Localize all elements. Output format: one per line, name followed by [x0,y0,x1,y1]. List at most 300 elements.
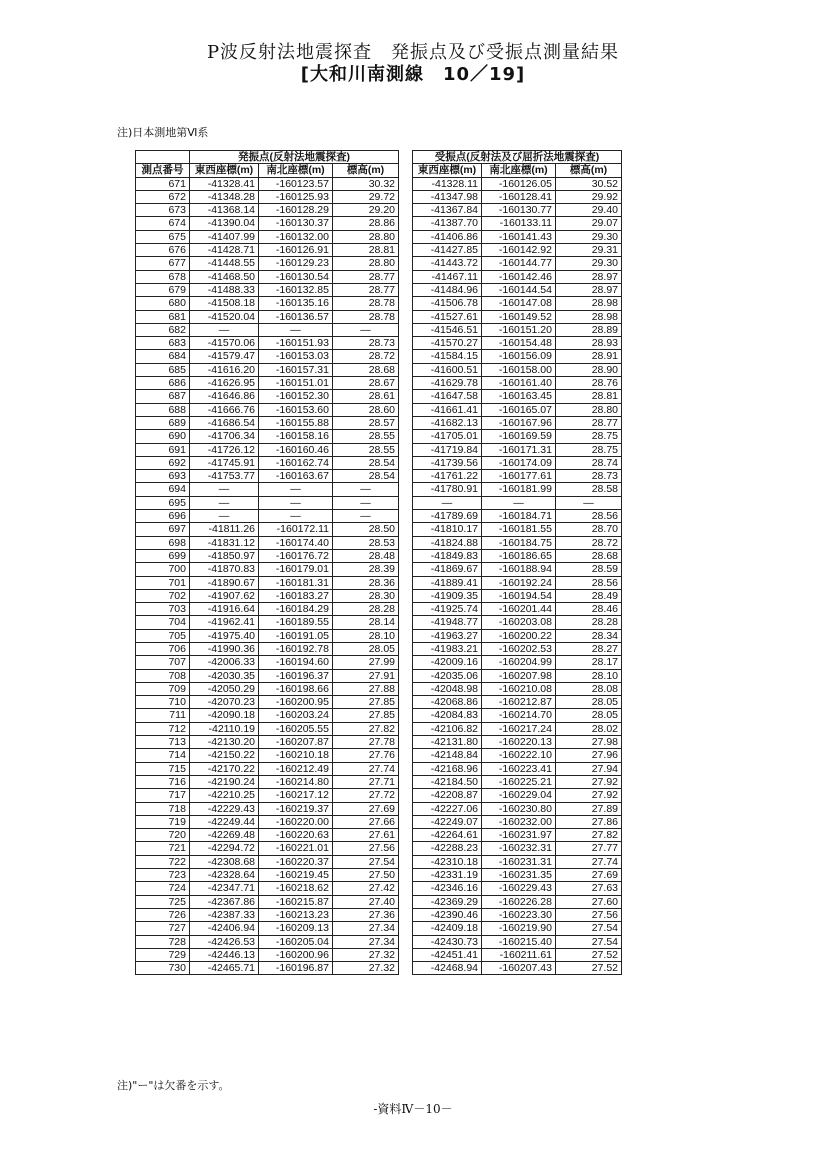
column-gap [399,549,413,562]
column-gap [399,722,413,735]
receiver-northing-cell: -160231.97 [482,829,556,842]
receiver-easting-cell: -41427.85 [413,244,482,257]
table-row [136,948,622,961]
source-elevation-cell: 27.76 [333,749,399,762]
receiver-elevation-cell: 28.68 [556,549,622,562]
source-easting-cell: — [190,323,259,336]
receiver-easting-cell: -42048.98 [413,682,482,695]
receiver-northing-cell: -160210.08 [482,682,556,695]
source-northing-cell: -160136.57 [259,310,333,323]
source-easting-header: 東西座標(m) [190,164,259,177]
receiver-northing-cell: -160215.40 [482,935,556,948]
receiver-elevation-cell: 27.94 [556,762,622,775]
receiver-easting-cell: -41647.58 [413,390,482,403]
receiver-northing-cell: -160220.13 [482,736,556,749]
source-elevation-cell: 27.32 [333,962,399,975]
receiver-easting-cell: -42468.94 [413,962,482,975]
receiver-easting-cell: -41527.61 [413,310,482,323]
source-easting-cell: -41488.33 [190,283,259,296]
table-row [136,789,622,802]
source-easting-cell: -41870.83 [190,563,259,576]
source-northing-cell: -160210.18 [259,749,333,762]
column-gap [399,948,413,961]
source-northing-cell: -160135.16 [259,297,333,310]
receiver-easting-cell: -41367.84 [413,204,482,217]
receiver-elevation-cell: 28.46 [556,603,622,616]
source-elevation-cell: 28.68 [333,363,399,376]
source-northing-cell: -160198.66 [259,682,333,695]
source-easting-cell: -41753.77 [190,470,259,483]
column-gap [399,576,413,589]
source-easting-cell: -42070.23 [190,696,259,709]
receiver-easting-cell: -41780.91 [413,483,482,496]
page-number: -資料Ⅳ－10－ [373,1102,453,1116]
source-northing-cell: -160162.74 [259,456,333,469]
station-number-cell: 683 [136,337,190,350]
column-gap [399,496,413,509]
table-row [136,563,622,576]
receiver-elevation-cell: 28.97 [556,270,622,283]
column-gap [399,629,413,642]
source-easting-cell: -41646.86 [190,390,259,403]
source-elevation-cell: 27.32 [333,948,399,961]
receiver-northing-cell: -160154.48 [482,337,556,350]
receiver-northing-cell: -160156.09 [482,350,556,363]
receiver-northing-cell: -160184.71 [482,510,556,523]
receiver-elevation-cell: 29.30 [556,230,622,243]
receiver-northing-cell: -160144.77 [482,257,556,270]
table-row [136,855,622,868]
receiver-easting-cell: -41347.98 [413,190,482,203]
station-number-cell: 680 [136,297,190,310]
receiver-easting-cell: -41467.11 [413,270,482,283]
station-number-cell: 671 [136,177,190,190]
source-elevation-cell: 28.28 [333,603,399,616]
source-northing-cell: -160151.93 [259,337,333,350]
station-number-cell: 706 [136,642,190,655]
receiver-northing-cell: -160207.98 [482,669,556,682]
source-elevation-cell: 28.57 [333,416,399,429]
receiver-elevation-cell: 27.98 [556,736,622,749]
station-number-cell: 705 [136,629,190,642]
source-easting-cell: -41990.36 [190,642,259,655]
source-northing-cell: -160160.46 [259,443,333,456]
table-group-header-row [136,151,622,164]
receiver-northing-cell: -160181.99 [482,483,556,496]
column-gap [399,775,413,788]
receiver-elevation-cell: 28.81 [556,390,622,403]
receiver-elevation-cell: 28.72 [556,536,622,549]
column-gap [399,642,413,655]
receiver-easting-cell: -42168.96 [413,762,482,775]
station-number-cell: 693 [136,470,190,483]
source-easting-cell: -41811.26 [190,523,259,536]
column-gap [399,656,413,669]
receiver-northing-cell: -160158.00 [482,363,556,376]
table-row [136,204,622,217]
table-row [136,510,622,523]
table-row [136,230,622,243]
source-northing-cell: — [259,496,333,509]
source-northing-cell: -160207.87 [259,736,333,749]
receiver-northing-cell: -160201.44 [482,603,556,616]
column-gap [399,669,413,682]
source-northing-cell: -160192.78 [259,642,333,655]
column-gap [399,563,413,576]
station-number-cell: 698 [136,536,190,549]
receiver-easting-cell: -42184.50 [413,775,482,788]
receiver-easting-cell: -42451.41 [413,948,482,961]
table-row [136,549,622,562]
source-easting-cell: -42190.24 [190,775,259,788]
source-northing-cell: -160205.55 [259,722,333,735]
table-row [136,470,622,483]
receiver-northing-cell: -160204.99 [482,656,556,669]
receiver-northing-cell: -160144.54 [482,283,556,296]
table-row [136,802,622,815]
station-number-cell: 714 [136,749,190,762]
table-row [136,762,622,775]
table-row [136,350,622,363]
station-number-cell: 717 [136,789,190,802]
source-elevation-cell: 30.32 [333,177,399,190]
station-number-cell: 726 [136,908,190,921]
receiver-elevation-cell: 28.89 [556,323,622,336]
receiver-elevation-cell: 28.56 [556,576,622,589]
column-gap [399,297,413,310]
source-easting-cell: -41368.14 [190,204,259,217]
blank-header-cell [136,151,190,164]
table-row [136,283,622,296]
source-elevation-cell: 28.30 [333,589,399,602]
source-northing-cell: -160152.30 [259,390,333,403]
station-number-cell: 703 [136,603,190,616]
receiver-northing-header: 南北座標(m) [482,164,556,177]
document-title: P波反射法地震探査 発振点及び受振点測量結果 [206,42,620,63]
column-gap [399,217,413,230]
receiver-elevation-cell: 27.82 [556,829,622,842]
receiver-elevation-cell: 27.52 [556,948,622,961]
receiver-easting-cell: -41546.51 [413,323,482,336]
source-elevation-header: 標高(m) [333,164,399,177]
source-northing-cell: -160151.01 [259,377,333,390]
column-gap [399,337,413,350]
receiver-easting-cell: -41983.21 [413,642,482,655]
column-gap [399,829,413,842]
source-elevation-cell: 27.36 [333,908,399,921]
column-gap [399,749,413,762]
source-elevation-cell: 28.54 [333,456,399,469]
source-northing-cell: -160183.27 [259,589,333,602]
source-northing-cell: -160158.16 [259,430,333,443]
receiver-elevation-cell: — [556,496,622,509]
source-elevation-cell: 27.40 [333,895,399,908]
receiver-northing-cell: -160223.30 [482,908,556,921]
source-northing-cell: -160184.29 [259,603,333,616]
column-gap [399,456,413,469]
source-elevation-cell: 27.99 [333,656,399,669]
receiver-northing-cell: -160161.40 [482,377,556,390]
receiver-easting-cell: -42068.86 [413,696,482,709]
source-easting-cell: -41831.12 [190,536,259,549]
receiver-easting-cell: -42369.29 [413,895,482,908]
column-gap [399,736,413,749]
station-number-cell: 716 [136,775,190,788]
receiver-northing-cell: -160219.90 [482,922,556,935]
source-northing-cell: -160181.31 [259,576,333,589]
receiver-northing-cell: -160231.31 [482,855,556,868]
station-number-cell: 696 [136,510,190,523]
station-number-cell: 691 [136,443,190,456]
table-row [136,656,622,669]
station-number-cell: 727 [136,922,190,935]
station-number-cell: 719 [136,815,190,828]
column-gap [399,696,413,709]
source-easting-cell: -41508.18 [190,297,259,310]
source-northing-cell: -160212.49 [259,762,333,775]
source-northing-cell: -160219.37 [259,802,333,815]
receiver-elevation-cell: 29.31 [556,244,622,257]
receiver-northing-cell: -160177.61 [482,470,556,483]
table-row [136,270,622,283]
table-row [136,523,622,536]
station-number-cell: 684 [136,350,190,363]
source-easting-cell: -41448.55 [190,257,259,270]
receiver-elevation-cell: 28.59 [556,563,622,576]
column-gap [399,323,413,336]
table-row [136,244,622,257]
receiver-elevation-cell: 27.69 [556,869,622,882]
source-elevation-cell: — [333,510,399,523]
receiver-elevation-header: 標高(m) [556,164,622,177]
column-gap [399,882,413,895]
receiver-easting-cell: -41600.51 [413,363,482,376]
receiver-elevation-cell: 28.90 [556,363,622,376]
receiver-elevation-cell: 27.77 [556,842,622,855]
station-number-cell: 699 [136,549,190,562]
receiver-easting-cell: -42009.16 [413,656,482,669]
source-elevation-cell: 28.05 [333,642,399,655]
column-gap [399,310,413,323]
source-easting-cell: -42406.94 [190,922,259,935]
source-elevation-cell: 28.67 [333,377,399,390]
source-easting-cell: -41570.06 [190,337,259,350]
column-gap [399,922,413,935]
receiver-easting-cell: -41661.41 [413,403,482,416]
column-gap [399,363,413,376]
station-number-cell: 677 [136,257,190,270]
receiver-northing-cell: -160207.43 [482,962,556,975]
column-gap [399,483,413,496]
receiver-easting-cell: -42264.61 [413,829,482,842]
source-easting-cell: -42387.33 [190,908,259,921]
receiver-northing-cell: -160229.43 [482,882,556,895]
source-northing-cell: -160194.60 [259,656,333,669]
column-gap [399,350,413,363]
station-number-cell: 709 [136,682,190,695]
source-elevation-cell: 28.80 [333,230,399,243]
station-number-cell: 678 [136,270,190,283]
receiver-northing-cell: -160142.92 [482,244,556,257]
receiver-elevation-cell: 30.52 [556,177,622,190]
station-number-cell: 700 [136,563,190,576]
source-northing-cell: -160123.57 [259,177,333,190]
receiver-northing-cell: -160141.43 [482,230,556,243]
source-elevation-cell: 28.77 [333,270,399,283]
table-column-header-row [136,164,622,177]
table-row [136,736,622,749]
source-easting-cell: -41686.54 [190,416,259,429]
column-gap [399,204,413,217]
source-elevation-cell: 28.10 [333,629,399,642]
source-easting-cell: -42249.44 [190,815,259,828]
receiver-northing-cell: -160214.70 [482,709,556,722]
source-northing-cell: -160214.80 [259,775,333,788]
table-row [136,257,622,270]
receiver-elevation-cell: 27.74 [556,855,622,868]
table-row [136,403,622,416]
station-number-cell: 675 [136,230,190,243]
source-easting-cell: -42446.13 [190,948,259,961]
source-elevation-cell: 28.86 [333,217,399,230]
source-northing-cell: -160213.23 [259,908,333,921]
receiver-easting-cell: -42288.23 [413,842,482,855]
receiver-northing-cell: -160165.07 [482,403,556,416]
receiver-northing-cell: -160171.31 [482,443,556,456]
receiver-elevation-cell: 29.07 [556,217,622,230]
station-number-cell: 704 [136,616,190,629]
receiver-elevation-cell: 27.96 [556,749,622,762]
table-row [136,190,622,203]
station-number-cell: 697 [136,523,190,536]
source-point-group-header: 発振点(反射法地震探査) [190,151,399,164]
receiver-easting-cell: -41761.22 [413,470,482,483]
source-elevation-cell: 27.56 [333,842,399,855]
table-row [136,829,622,842]
source-elevation-cell: 28.14 [333,616,399,629]
receiver-northing-cell: -160212.87 [482,696,556,709]
table-row [136,922,622,935]
receiver-elevation-cell: 28.98 [556,310,622,323]
column-gap [399,230,413,243]
source-northing-cell: -160196.37 [259,669,333,682]
source-elevation-cell: 28.78 [333,310,399,323]
source-northing-cell: -160203.24 [259,709,333,722]
column-gap [399,908,413,921]
table-row [136,217,622,230]
source-elevation-cell: 27.74 [333,762,399,775]
source-easting-cell: -41975.40 [190,629,259,642]
receiver-elevation-cell: 28.02 [556,722,622,735]
receiver-northing-cell: -160174.09 [482,456,556,469]
source-elevation-cell: 28.72 [333,350,399,363]
source-easting-cell: -42090.18 [190,709,259,722]
source-easting-cell: -42308.68 [190,855,259,868]
receiver-easting-cell: -41869.67 [413,563,482,576]
station-number-cell: 674 [136,217,190,230]
receiver-elevation-cell: 28.70 [556,523,622,536]
column-gap [399,962,413,975]
receiver-easting-cell: -42310.18 [413,855,482,868]
table-row [136,363,622,376]
receiver-northing-cell: -160128.41 [482,190,556,203]
station-number-cell: 729 [136,948,190,961]
source-elevation-cell: 28.78 [333,297,399,310]
table-row [136,536,622,549]
source-elevation-cell: 28.36 [333,576,399,589]
source-easting-cell: -42347.71 [190,882,259,895]
source-northing-cell: -160126.91 [259,244,333,257]
source-easting-cell: -41916.64 [190,603,259,616]
receiver-elevation-cell: 28.17 [556,656,622,669]
source-elevation-cell: 28.81 [333,244,399,257]
column-gap [399,762,413,775]
receiver-elevation-cell: 28.98 [556,297,622,310]
source-northing-cell: -160125.93 [259,190,333,203]
receiver-easting-cell: -41739.56 [413,456,482,469]
receiver-elevation-cell: 29.40 [556,204,622,217]
receiver-elevation-cell: 28.80 [556,403,622,416]
source-northing-cell: -160200.95 [259,696,333,709]
source-northing-cell: -160209.13 [259,922,333,935]
source-easting-cell: -42367.86 [190,895,259,908]
receiver-easting-cell: -42106.82 [413,722,482,735]
table-row [136,869,622,882]
receiver-easting-header: 東西座標(m) [413,164,482,177]
receiver-easting-cell: -41506.78 [413,297,482,310]
receiver-elevation-cell: 27.92 [556,775,622,788]
source-elevation-cell: 27.72 [333,789,399,802]
receiver-northing-cell: -160188.94 [482,563,556,576]
source-easting-cell: — [190,510,259,523]
receiver-northing-cell: -160211.61 [482,948,556,961]
receiver-easting-cell: -41925.74 [413,603,482,616]
station-number-cell: 702 [136,589,190,602]
source-easting-cell: -41428.71 [190,244,259,257]
receiver-easting-cell: -41963.27 [413,629,482,642]
source-easting-cell: -41962.41 [190,616,259,629]
station-number-cell: 725 [136,895,190,908]
source-easting-cell: -41626.95 [190,377,259,390]
receiver-elevation-cell: 28.93 [556,337,622,350]
station-number-cell: 690 [136,430,190,443]
receiver-northing-cell: -160151.20 [482,323,556,336]
station-number-cell: 724 [136,882,190,895]
receiver-easting-cell: -41909.35 [413,589,482,602]
station-number-cell: 718 [136,802,190,815]
source-northing-cell: -160132.00 [259,230,333,243]
source-elevation-cell: 28.39 [333,563,399,576]
receiver-elevation-cell: 28.56 [556,510,622,523]
source-elevation-cell: 28.53 [333,536,399,549]
source-elevation-cell: 27.34 [333,922,399,935]
table-row [136,483,622,496]
source-easting-cell: -42294.72 [190,842,259,855]
receiver-elevation-cell: 28.27 [556,642,622,655]
receiver-elevation-cell: 29.92 [556,190,622,203]
table-row [136,297,622,310]
source-northing-cell: -160215.87 [259,895,333,908]
source-elevation-cell: 27.85 [333,709,399,722]
source-easting-cell: -41745.91 [190,456,259,469]
column-gap [399,390,413,403]
source-northing-cell: -160220.63 [259,829,333,842]
receiver-elevation-cell: 28.75 [556,430,622,443]
source-easting-cell: -42006.33 [190,656,259,669]
column-gap [399,510,413,523]
receiver-elevation-cell: 27.60 [556,895,622,908]
source-northing-cell: -160128.29 [259,204,333,217]
